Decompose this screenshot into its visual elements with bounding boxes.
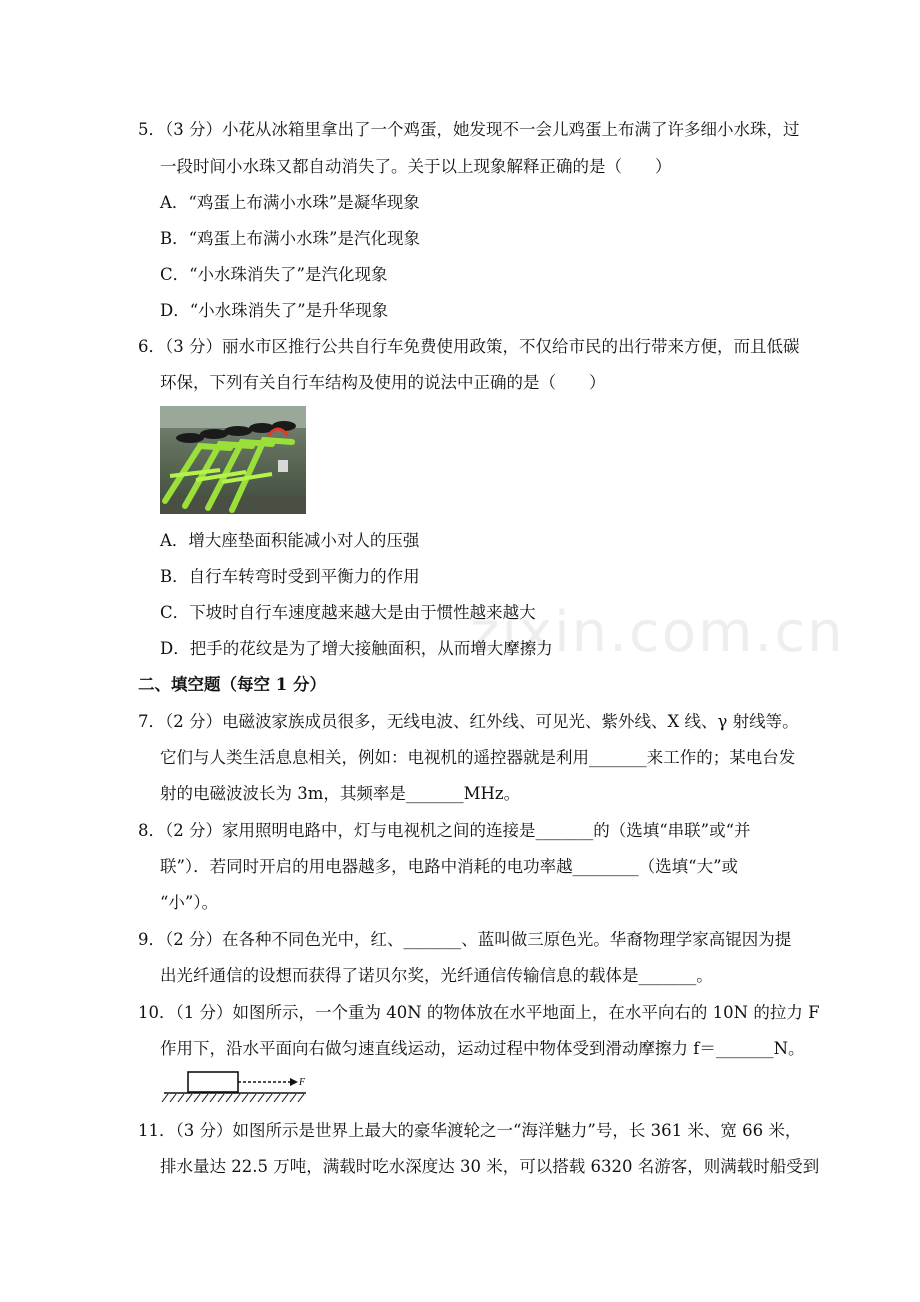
q7-line-3: 射的电磁波波长为 3m，其频率是_______MHz。 [160, 784, 521, 803]
q7-line-1: 7．（2 分）电磁波家族成员很多，无线电波、红外线、可见光、紫外线、X 线、γ 射线等。 [138, 712, 799, 731]
q11-line-1: 11．（3 分）如图所示是世界上最大的豪华渡轮之一“海洋魅力”号，长 361 米、宽 66 米， [138, 1121, 802, 1140]
q5-option-c: C．“小水珠消失了”是汽化现象 [160, 265, 388, 284]
q9-line-2: 出光纤通信的设想而获得了诺贝尔奖，光纤通信传输信息的载体是_______。 [160, 966, 713, 985]
q11-line-2: 排水量达 22.5 万吨，满载时吃水深度达 30 米，可以搭载 6320 名游客，则满载时船受到 [160, 1157, 820, 1176]
q10-line-2: 作用下，沿水平面向右做匀速直线运动，运动过程中物体受到滑动摩擦力 f＝_______N。 [160, 1039, 805, 1058]
q5-line-2: 一段时间小水珠又都自动消失了。关于以上现象解释正确的是（ ） [160, 157, 672, 176]
q9-line-1: 9．（2 分）在各种不同色光中，红、_______、蓝叫做三原色光。华裔物理学家高锟因为提 [138, 930, 792, 949]
watermark: zixin.com.cn [470, 600, 845, 665]
q6-option-b: B．自行车转弯时受到平衡力的作用 [160, 567, 420, 586]
force-diagram [160, 1068, 310, 1108]
q8-line-2: 联”）．若同时开启的用电器越多，电路中消耗的电功率越________（选填“大”或 [160, 857, 739, 876]
q6-option-c: C．下坡时自行车速度越来越大是由于惯性越来越大 [160, 603, 536, 622]
q10-line-1: 10．（1 分）如图所示，一个重为 40N 的物体放在水平地面上，在水平向右的 10N 的拉力 F [138, 1003, 820, 1022]
q5-line-1: 5．（3 分）小花从冰箱里拿出了一个鸡蛋，她发现不一会儿鸡蛋上布满了许多细小水珠，过 [138, 120, 800, 139]
q8-line-1: 8．（2 分）家用照明电路中，灯与电视机之间的连接是_______的（选填“串联”或“并 [138, 821, 751, 840]
force-label: F [299, 1077, 306, 1088]
q6-line-1: 6．（3 分）丽水市区推行公共自行车免费使用政策，不仅给市民的出行带来方便，而且低碳 [138, 337, 800, 356]
q5-option-a: A．“鸡蛋上布满小水珠”是凝华现象 [160, 193, 420, 212]
q6-option-a: A．增大座垫面积能减小对人的压强 [160, 531, 420, 550]
bicycle-photo [160, 406, 306, 514]
q8-line-3: “小”）。 [160, 893, 219, 912]
q5-option-b: B．“鸡蛋上布满小水珠”是汽化现象 [160, 229, 420, 248]
q6-line-2: 环保，下列有关自行车结构及使用的说法中正确的是（ ） [160, 373, 606, 392]
section-2-title: 二、填空题（每空 1 分） [138, 675, 326, 694]
q7-line-2: 它们与人类生活息息相关，例如：电视机的遥控器就是利用_______来工作的；某电台发 [160, 748, 796, 767]
q5-option-d: D．“小水珠消失了”是升华现象 [160, 301, 389, 320]
q6-option-d: D．把手的花纹是为了增大接触面积，从而增大摩擦力 [160, 639, 553, 658]
